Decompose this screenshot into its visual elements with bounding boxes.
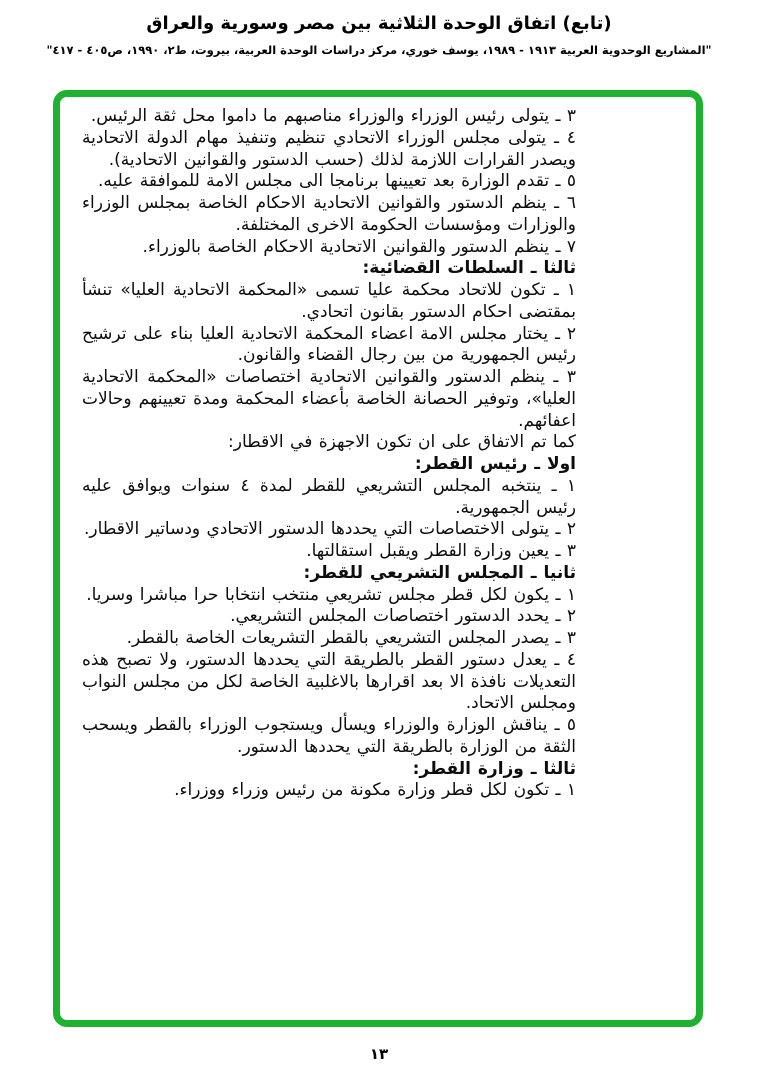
- document-paragraph: ٢ ـ يختار مجلس الامة اعضاء المحكمة الاتحادية العليا بناء على ترشيح رئيس الجمهورية من بين رجال القضاء والقانون.: [82, 323, 576, 366]
- document-paragraph: ١ ـ يكون لكل قطر مجلس تشريعي منتخب انتخابا حرا مباشرا وسريا.: [86, 584, 576, 605]
- page-footer: [0, 1044, 758, 1063]
- agreement-body-text: [82, 106, 576, 802]
- document-paragraph: ٢ ـ يحدد الدستور اختصاصات المجلس التشريعي.: [230, 606, 576, 627]
- document-paragraph: ١ ـ ينتخبه المجلس التشريعي للقطر لمدة ٤ سنوات ويوافق عليه رئيس الجمهورية.: [82, 475, 576, 518]
- document-paragraph: ٤ ـ يعدل دستور القطر بالطريقة التي يحددها الدستور، ولا تصبح هذه التعديلات نافذة الا بعد اقرارها بالاغلبية الخاصة لكل من مجلس النواب ومجلس الاتحاد.: [82, 649, 576, 714]
- section-heading: ثالثا ـ وزارة القطر:: [412, 758, 576, 779]
- source-citation: "المشاريع الوحدوية العربية ١٩١٣ - ١٩٨٩، يوسف خوري، مركز دراسات الوحدة العربية، بيروت، ط٢، ١٩٩٠، ص٤٠٥ - ٤١٧": [46, 43, 712, 57]
- page-header: [0, 13, 758, 57]
- document-paragraph: ٦ ـ ينظم الدستور والقوانين الاتحادية الاحكام الخاصة بمجلس الوزراء والوزارات ومؤسسات الحكومة الاخرى المختلفة.: [82, 193, 576, 235]
- document-title: (تابع) اتفاق الوحدة الثلاثية بين مصر وسورية والعراق: [146, 13, 612, 34]
- section-heading: ثالثا ـ السلطات القضائية:: [362, 258, 576, 279]
- document-paragraph: ٣ ـ يصدر المجلس التشريعي بالقطر التشريعات الخاصة بالقطر.: [126, 628, 576, 648]
- document-paragraph: ١ ـ تكون للاتحاد محكمة عليا تسمى «المحكمة الاتحادية العليا» تنشأ بمقتضى احكام الدستور بقانون اتحادي.: [82, 280, 576, 322]
- document-paragraph: ٥ ـ يناقش الوزارة والوزراء ويسأل ويستجوب الوزراء بالقطر ويسحب الثقة من الوزارة بالطريقة التي يحددها الدستور.: [82, 715, 576, 757]
- document-paragraph: كما تم الاتفاق على ان تكون الاجهزة في الاقطار:: [228, 432, 576, 453]
- section-heading: اولا ـ رئيس القطر:: [414, 454, 576, 474]
- document-paragraph: ٣ ـ يعين وزارة القطر ويقبل استقالتها.: [306, 541, 576, 561]
- document-paragraph: ٣ ـ يتولى رئيس الوزراء والوزراء مناصبهم ما داموا محل ثقة الرئيس.: [90, 106, 576, 126]
- document-paragraph: ١ ـ تكون لكل قطر وزارة مكونة من رئيس وزراء ووزراء.: [174, 780, 576, 801]
- document-paragraph: ٣ ـ ينظم الدستور والقوانين الاتحادية اختصاصات «المحكمة الاتحادية العليا»، وتوفير الحصانة الخاصة بأعضاء المحكمة ومدة تعيينهم وحالات اعفائهم.: [82, 367, 576, 431]
- document-paragraph: ٢ ـ يتولى الاختصاصات التي يحددها الدستور الاتحادي ودساتير الاقطار.: [84, 519, 576, 540]
- document-paragraph: ٧ ـ ينظم الدستور والقوانين الاتحادية الاحكام الخاصة بالوزراء.: [142, 236, 576, 257]
- section-heading: ثانيا ـ المجلس التشريعي للقطر:: [303, 562, 576, 583]
- document-paragraph: ٤ ـ يتولى مجلس الوزراء الاتحادي تنظيم وتنفيذ مهام الدولة الاتحادية ويصدر القرارات اللازمة لذلك (حسب الدستور والقوانين الاتحادية).: [82, 127, 576, 170]
- document-paragraph: ٥ ـ تقدم الوزارة بعد تعيينها برنامجا الى مجلس الامة للموافقة عليه.: [97, 171, 576, 192]
- page-number: ١٣: [369, 1045, 389, 1063]
